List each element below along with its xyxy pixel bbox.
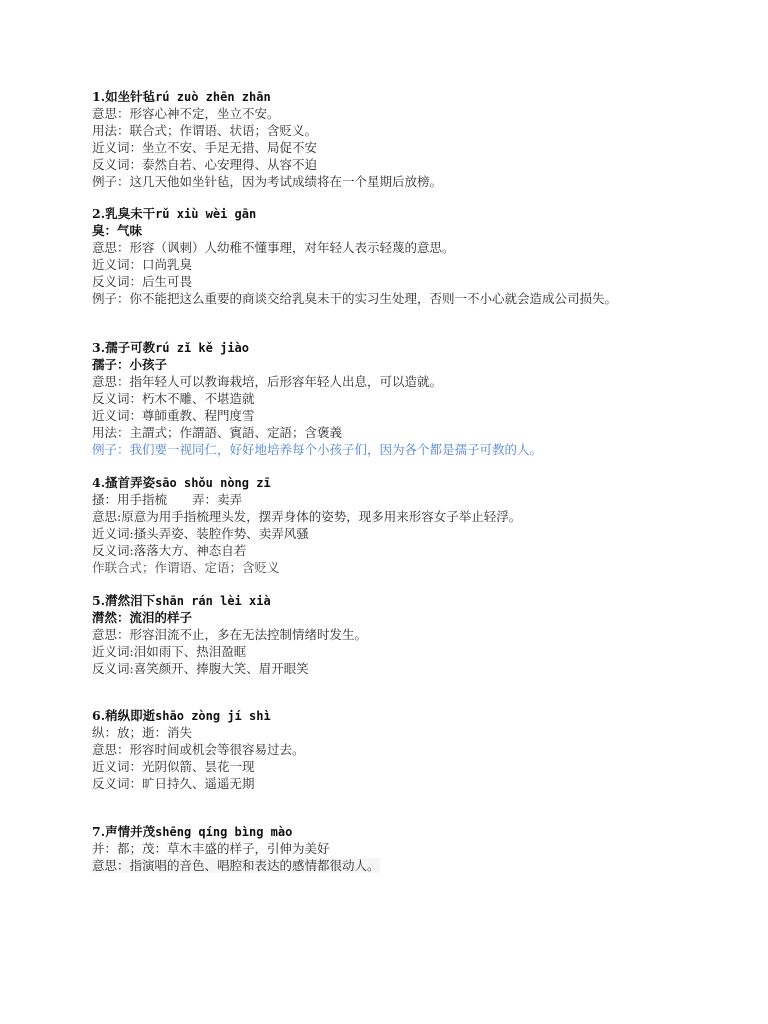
antonym-line: 反义词:落落大方、神态自若 (92, 543, 247, 558)
entry-title: 7.声情并茂shēng qíng bìng mào (92, 824, 293, 839)
entry-title: 1.如坐针毡rú zuò zhēn zhān (92, 89, 271, 104)
meaning-line: 意思:原意为用手指梳理头发，摆弄身体的姿势，现多用来形容女子举止轻浮。 (92, 509, 522, 524)
meaning-line: 意思：形容（讽刺）人幼稚不懂事理，对年轻人表示轻蔑的意思。 (92, 240, 455, 255)
antonym-line: 反义词:喜笑颜开、捧腹大笑、眉开眼笑 (92, 661, 309, 676)
usage-line: 作联合式；作谓语、定语；含贬义 (92, 560, 280, 575)
entry-title: 6.稍纵即逝shāo zòng jí shì (92, 708, 271, 723)
example-line: 例子：我们要一视同仁，好好地培养每个小孩子们，因为各个都是孺子可教的人。 (92, 442, 543, 457)
synonym-line: 近义词：光阴似箭、昙花一现 (92, 759, 255, 774)
synonym-line: 近义词:泪如雨下、热泪盈眶 (92, 644, 247, 659)
antonym-line: 反义词：旷日持久、遥遥无期 (92, 776, 255, 791)
antonym-line: 反义词：朽木不雕、不堪造就 (92, 391, 255, 406)
antonym-line: 反义词：后生可畏 (92, 274, 193, 289)
idiom-entry-6 (92, 707, 692, 792)
meaning-line: 意思：形容心神不定，坐立不安。 (92, 106, 280, 121)
idiom-entry-1 (92, 88, 692, 190)
idiom-entry-4 (92, 474, 692, 576)
entry-title: 4.搔首弄姿sāo shǒu nòng zī (92, 475, 271, 490)
antonym-line: 反义词：泰然自若、心安理得、从容不迫 (92, 157, 318, 172)
meaning-line: 意思：指演唱的音色、唱腔和表达的感情都很动人。 (92, 858, 380, 873)
idiom-entry-5 (92, 592, 692, 677)
entry-title: 3.孺子可教rú zǐ kě jiào (92, 340, 249, 355)
character-gloss: 臭：气味 (92, 223, 143, 238)
character-gloss: 潸然：流泪的样子 (92, 610, 193, 625)
entry-title: 5.潸然泪下shān rán lèi xià (92, 593, 271, 608)
character-gloss: 搔：用手指梳 弄：卖弄 (92, 492, 243, 507)
example-line: 例子：你不能把这么重要的商谈交给乳臭未干的实习生处理，否则一不小心就会造成公司损失。 (92, 291, 618, 306)
entry-title: 2.乳臭未干rǔ xiù wèi gān (92, 206, 257, 221)
idiom-entry-2 (92, 205, 692, 307)
synonym-line: 近义词：尊師重教、程門度雪 (92, 408, 255, 423)
character-gloss: 并：都；茂：草木丰盛的样子，引伸为美好 (92, 841, 330, 856)
usage-line: 用法：主謂式；作謂語、賓語、定語；含褒義 (92, 425, 343, 440)
idiom-entry-7 (92, 823, 692, 874)
idiom-entry-3 (92, 339, 692, 458)
usage-line: 用法：联合式；作谓语、状语；含贬义。 (92, 123, 318, 138)
meaning-line: 意思：形容泪流不止，多在无法控制情绪时发生。 (92, 627, 368, 642)
character-gloss: 纵：放；逝：消失 (92, 725, 193, 740)
synonym-line: 近义词：坐立不安、手足无措、局促不安 (92, 140, 318, 155)
meaning-line: 意思：形容时间或机会等很容易过去。 (92, 742, 305, 757)
character-gloss: 孺子：小孩子 (92, 357, 168, 372)
synonym-line: 近义词：口尚乳臭 (92, 257, 193, 272)
synonym-line: 近义词:搔头弄姿、装腔作势、卖弄风骚 (92, 526, 309, 541)
example-line: 例子：这几天他如坐针毡，因为考试成绩将在一个星期后放榜。 (92, 174, 443, 189)
meaning-line: 意思：指年轻人可以教诲栽培，后形容年轻人出息，可以造就。 (92, 374, 443, 389)
